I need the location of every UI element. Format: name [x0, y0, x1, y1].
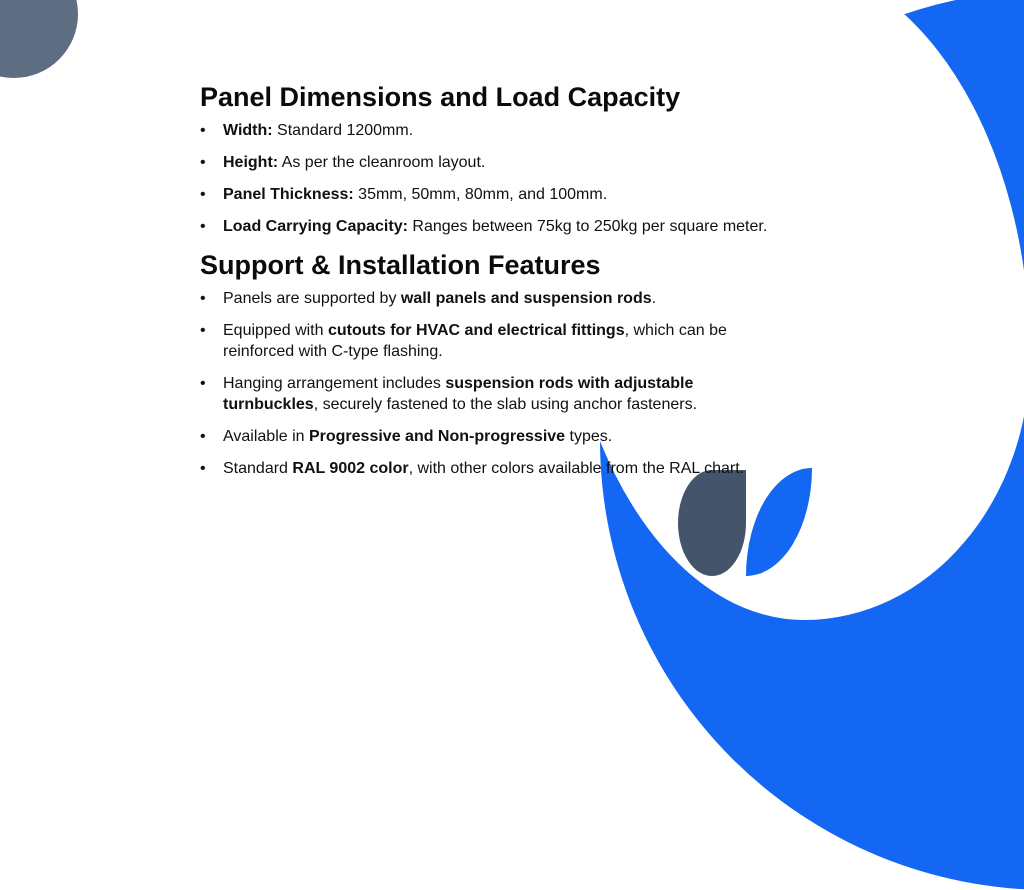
bullet-text-post: , which can be reinforced with C-type flashing.: [223, 322, 727, 360]
bullet-text-pre: Available in: [223, 428, 309, 445]
bullet-text-pre: Panels are supported by: [223, 290, 401, 307]
bullet-emphasis: cutouts for HVAC and electrical fittings: [327, 322, 625, 339]
bullet-text-post: types.: [565, 428, 613, 445]
list-item: [200, 458, 770, 479]
list-item: [200, 184, 770, 205]
decor-circle-top-left: [0, 0, 78, 78]
bullet-text-post: , with other colors available from the RAL chart.: [408, 460, 745, 477]
bullet-text: 35mm, 50mm, 80mm, and 100mm.: [353, 186, 608, 203]
bullet-text-post: , securely fastened to the slab using anchor fasteners.: [313, 396, 698, 413]
bullet-emphasis: wall panels and suspension rods: [400, 290, 652, 307]
slide-content: [200, 80, 770, 490]
bullet-label: Width:: [223, 122, 273, 139]
panel-dimensions-list: [200, 120, 770, 237]
bullet-label: Height:: [223, 154, 279, 171]
bullet-text-pre: Standard: [223, 460, 293, 477]
list-item: [200, 216, 770, 237]
bullet-emphasis: Progressive and Non-progressive: [308, 428, 566, 445]
list-item: [200, 320, 770, 362]
bullet-text: As per the cleanroom layout.: [278, 154, 486, 171]
list-item: [200, 373, 770, 415]
bullet-text-pre: Equipped with: [223, 322, 328, 339]
bullet-label: Load Carrying Capacity:: [223, 218, 408, 235]
bullet-text: Standard 1200mm.: [272, 122, 414, 139]
section-heading-support-installation: Support & Installation Features: [200, 250, 601, 280]
support-installation-list: [200, 288, 770, 479]
bullet-emphasis: suspension rods with adjustable turnbuckles: [223, 375, 694, 413]
bullet-emphasis: RAL 9002 color: [292, 460, 409, 477]
bullet-label: Panel Thickness:: [223, 186, 354, 203]
list-item: [200, 288, 770, 309]
list-item: [200, 426, 770, 447]
bullet-text: Ranges between 75kg to 250kg per square meter.: [407, 218, 768, 235]
section-heading-panel-dimensions: Panel Dimensions and Load Capacity: [200, 82, 681, 112]
bullet-text-pre: Hanging arrangement includes: [223, 375, 446, 392]
bullet-text-post: .: [651, 290, 657, 307]
list-item: [200, 120, 770, 141]
list-item: [200, 152, 770, 173]
